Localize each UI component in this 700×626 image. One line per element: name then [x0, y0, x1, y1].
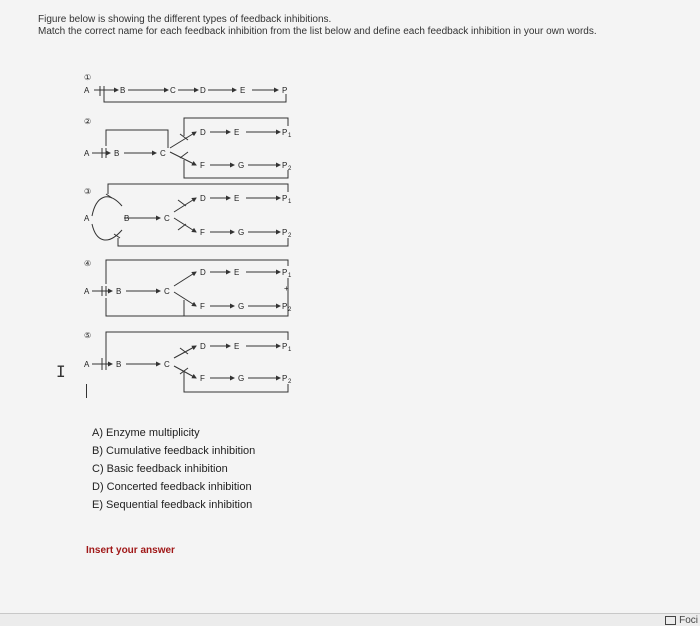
- label-a: A: [84, 86, 90, 95]
- label-b: B: [124, 214, 130, 223]
- label-g: G: [238, 374, 245, 383]
- label-d: D: [200, 268, 206, 277]
- label-p2-sub: 2: [288, 166, 292, 172]
- label-p1: P: [282, 268, 288, 277]
- label-p1: P: [282, 128, 288, 137]
- label-f: F: [200, 161, 205, 170]
- diagram-number-1: ①: [84, 73, 92, 82]
- label-c: C: [170, 86, 176, 95]
- label-p2-sub: 2: [288, 233, 292, 239]
- option-c: C) Basic feedback inhibition: [92, 463, 228, 475]
- question-text: [38, 14, 678, 38]
- label-f: F: [200, 374, 205, 383]
- label-c: C: [164, 214, 170, 223]
- diagram-number-4: ④: [84, 259, 92, 268]
- label-p1: P: [282, 194, 288, 203]
- label-e: E: [240, 86, 246, 95]
- label-p1-sub: 1: [288, 273, 292, 279]
- question-line-2: Match the correct name for each feedback inhibition from the list below and define each feedback inhibition in your own words.: [38, 26, 597, 37]
- label-p2-sub: 2: [288, 307, 292, 313]
- label-p2: P: [282, 161, 288, 170]
- option-b: B) Cumulative feedback inhibition: [92, 445, 256, 457]
- label-c: C: [164, 287, 170, 296]
- focus-label: Foci: [679, 614, 698, 626]
- option-a: A) Enzyme multiplicity: [92, 427, 200, 439]
- option-e: E) Sequential feedback inhibition: [92, 499, 253, 511]
- label-b: B: [116, 360, 122, 369]
- diagram-number-3: ③: [84, 187, 92, 196]
- label-a: A: [84, 149, 90, 158]
- label-f: F: [200, 228, 205, 237]
- label-a: A: [84, 287, 90, 296]
- label-p1: P: [282, 342, 288, 351]
- label-d: D: [200, 342, 206, 351]
- label-p2: P: [282, 374, 288, 383]
- label-a: A: [84, 360, 90, 369]
- label-p1-sub: 1: [288, 347, 292, 353]
- pathway-diagrams: [78, 70, 308, 400]
- label-a: A: [84, 214, 90, 223]
- label-p2-sub: 2: [288, 379, 292, 385]
- focus-button[interactable]: [665, 614, 700, 626]
- ibeam-cursor-icon: I: [56, 362, 66, 381]
- question-line-1: Figure below is showing the different types of feedback inhibitions.: [38, 14, 332, 25]
- plus-sign: +: [284, 284, 289, 293]
- label-p1-sub: 1: [288, 199, 292, 205]
- label-c: C: [160, 149, 166, 158]
- diagram-number-5: ⑤: [84, 331, 92, 340]
- label-g: G: [238, 161, 245, 170]
- label-e: E: [234, 342, 240, 351]
- label-g: G: [238, 302, 245, 311]
- option-d: D) Concerted feedback inhibition: [92, 481, 252, 493]
- label-p1-sub: 1: [288, 133, 292, 139]
- insert-answer-link[interactable]: Insert your answer: [86, 545, 175, 556]
- label-d: D: [200, 86, 206, 95]
- label-e: E: [234, 128, 240, 137]
- label-d: D: [200, 194, 206, 203]
- label-e: E: [234, 268, 240, 277]
- label-c: C: [164, 360, 170, 369]
- diagram-number-2: ②: [84, 117, 92, 126]
- label-b: B: [114, 149, 120, 158]
- label-b: B: [116, 287, 122, 296]
- label-g: G: [238, 228, 245, 237]
- bottom-toolbar: [0, 613, 700, 626]
- label-f: F: [200, 302, 205, 311]
- label-p: P: [282, 86, 288, 95]
- label-e: E: [234, 194, 240, 203]
- feedback-inhibition-figure: [78, 70, 308, 400]
- label-p2: P: [282, 228, 288, 237]
- text-caret: [86, 384, 87, 398]
- label-b: B: [120, 86, 126, 95]
- label-p2: P: [282, 302, 288, 311]
- focus-icon: [665, 616, 676, 625]
- label-d: D: [200, 128, 206, 137]
- answer-options-list: [92, 424, 255, 514]
